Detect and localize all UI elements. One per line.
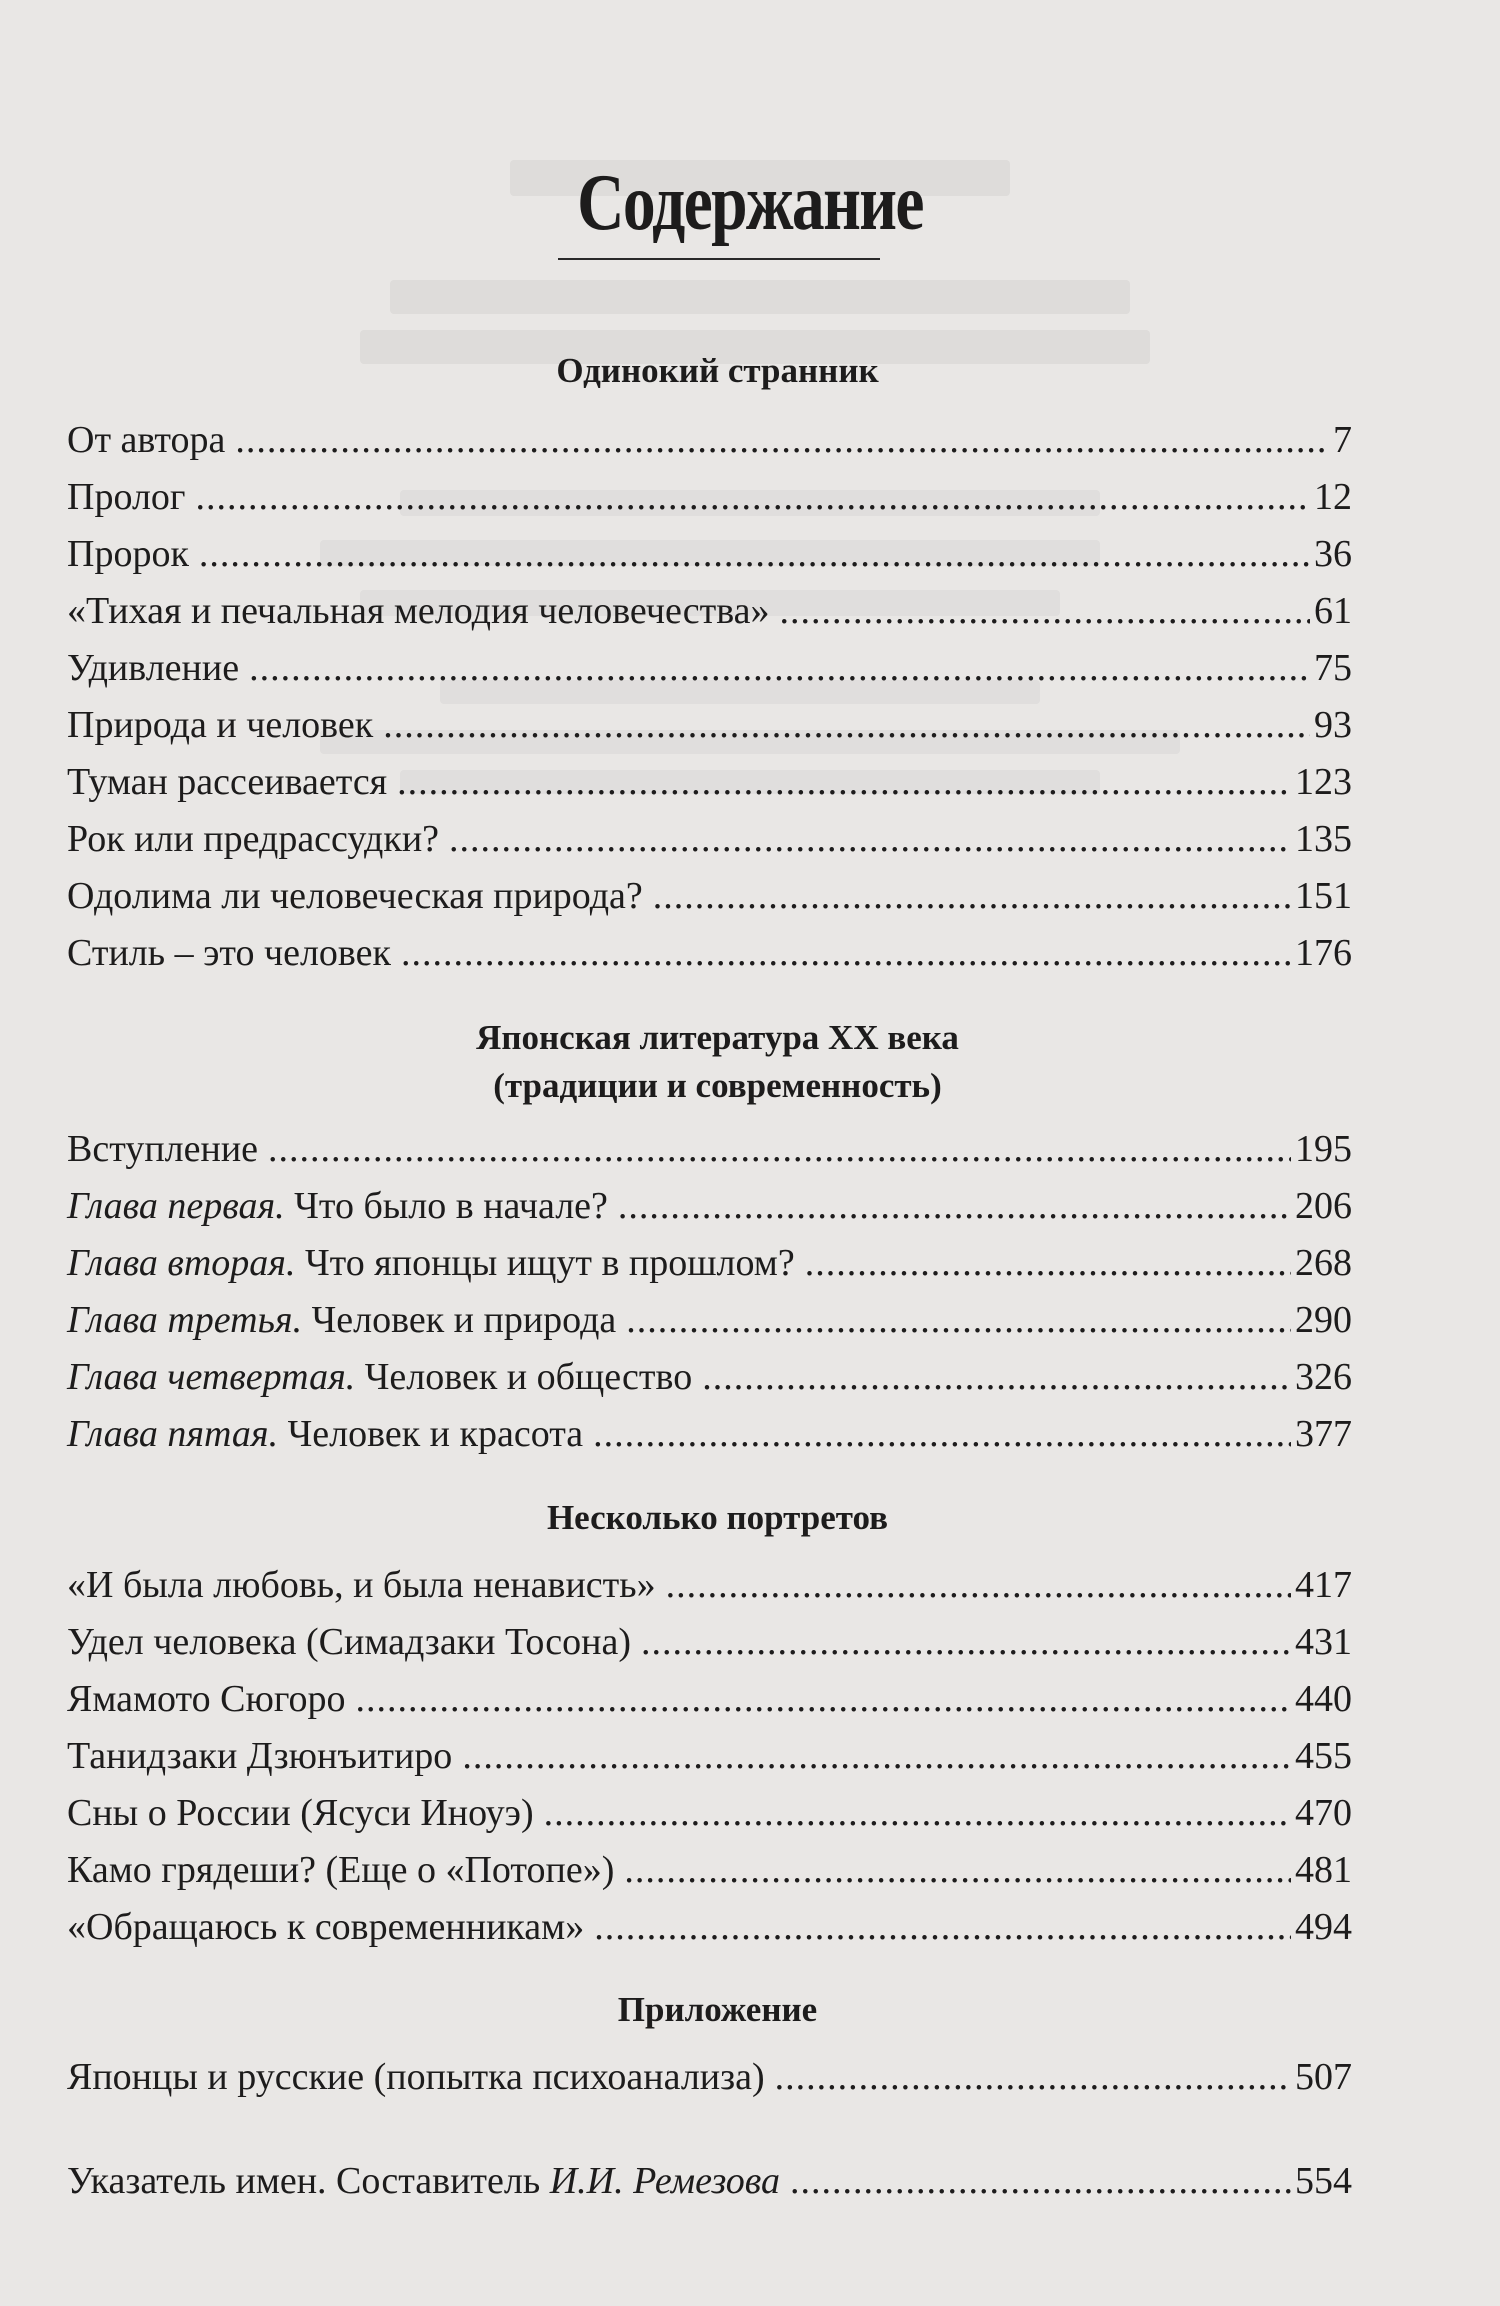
toc-entry-index	[67, 2156, 1352, 2206]
toc-entry-page: 123	[1295, 761, 1352, 803]
toc-entry-page: 206	[1295, 1185, 1352, 1227]
toc-entry-title: Пролог	[67, 476, 186, 518]
toc-entry-title: Удивление	[67, 647, 240, 689]
toc-entry-title: Глава вторая. Что японцы ищут в прошлом?	[67, 1242, 795, 1284]
section-heading: Одинокий странник	[556, 351, 879, 390]
toc-entry-page: 554	[1295, 2160, 1352, 2202]
toc-entry	[67, 415, 1352, 465]
toc-entry-page: 61	[1314, 590, 1352, 632]
toc-entry-title: Рок или предрассудки?	[67, 818, 440, 860]
toc-entry-chapter: Глава пятая.	[67, 1413, 279, 1455]
toc-entry	[67, 1788, 1352, 1838]
toc-entry	[67, 643, 1352, 693]
toc-entry-page: 507	[1295, 2056, 1352, 2098]
toc-entry-page: 36	[1314, 533, 1352, 575]
toc-entry-page: 151	[1295, 875, 1352, 917]
toc-entry-title: Удел человека (Симадзаки Тосона)	[67, 1621, 632, 1663]
toc-entry-page: 417	[1295, 1564, 1352, 1606]
toc-entry-page: 377	[1295, 1413, 1352, 1455]
toc-entry	[67, 1560, 1352, 1610]
toc-entry-page: 268	[1295, 1242, 1352, 1284]
toc-entry	[67, 1845, 1352, 1895]
section-heading: Приложение	[617, 1990, 818, 2029]
toc-entry-chapter: Глава вторая.	[67, 1242, 296, 1284]
toc-entry	[67, 871, 1352, 921]
toc-entry-title: Камо грядеши? (Еще о «Потопе»)	[67, 1849, 615, 1891]
toc-entry-page: 494	[1295, 1906, 1352, 1948]
toc-entry-title: Японцы и русские (попытка психоанализа)	[67, 2056, 765, 2098]
toc-entry-title: Стиль – это человек	[67, 932, 391, 974]
toc-entry-title: «Обращаюсь к современникам»	[67, 1906, 585, 1948]
toc-entry-title: Пророк	[67, 533, 189, 575]
toc-entry-title: Природа и человек	[67, 704, 374, 746]
toc-entry-title: Глава третья. Человек и природа	[67, 1299, 617, 1341]
toc-entry-page: 440	[1295, 1678, 1352, 1720]
title-underline	[558, 258, 880, 260]
toc-entry	[67, 814, 1352, 864]
toc-entry-chapter: Глава первая.	[67, 1185, 285, 1227]
toc-entry-compiler: И.И. Ремезова	[549, 2160, 781, 2202]
toc-entry-page: 93	[1314, 704, 1352, 746]
toc-entry	[67, 1124, 1352, 1174]
toc-entry-title: «И была любовь, и была ненависть»	[67, 1564, 656, 1606]
toc-entry	[67, 757, 1352, 807]
toc-entry-page: 12	[1314, 476, 1352, 518]
toc-entry-chapter: Глава третья.	[67, 1299, 303, 1341]
toc-entry	[67, 1238, 1352, 1288]
toc-entry	[67, 1352, 1352, 1402]
toc-entry-title: Туман рассеивается	[67, 761, 388, 803]
toc-entry-page: 290	[1295, 1299, 1352, 1341]
toc-entry	[67, 1674, 1352, 1724]
toc-entry-title: Одолима ли человеческая природа?	[67, 875, 643, 917]
toc-entry-title: Указатель имен. Составитель И.И. Ремезова	[67, 2160, 781, 2202]
toc-entry	[67, 1731, 1352, 1781]
page-title: Содержание	[577, 159, 923, 247]
toc-entry	[67, 2052, 1352, 2102]
toc-entry-page: 75	[1314, 647, 1352, 689]
toc-entry-page: 176	[1295, 932, 1352, 974]
toc-entry	[67, 1617, 1352, 1667]
toc-entry-page: 455	[1295, 1735, 1352, 1777]
toc-entry	[67, 1295, 1352, 1345]
toc-entry-title: От автора	[67, 419, 226, 461]
toc-entry-title: Сны о России (Ясуси Иноуэ)	[67, 1792, 534, 1834]
toc-entry-page: 481	[1295, 1849, 1352, 1891]
toc-entry	[67, 1409, 1352, 1459]
toc-entry	[67, 700, 1352, 750]
toc-entry-chapter: Глава четвертая.	[67, 1356, 356, 1398]
toc-entry-page: 7	[1333, 419, 1352, 461]
section-subheading: (традиции и современность)	[493, 1066, 942, 1105]
toc-entry	[67, 1902, 1352, 1952]
toc-entry-page: 135	[1295, 818, 1352, 860]
toc-entry	[67, 529, 1352, 579]
toc-entry-title: Ямамото Сюгоро	[67, 1678, 346, 1720]
toc-entry-title: Глава первая. Что было в начале?	[67, 1185, 608, 1227]
toc-entry-title: Глава четвертая. Человек и общество	[67, 1356, 693, 1398]
toc-entry	[67, 928, 1352, 978]
section-heading: Несколько портретов	[546, 1498, 889, 1537]
toc-entry	[67, 586, 1352, 636]
toc-entry-page: 470	[1295, 1792, 1352, 1834]
toc-entry-title: Танидзаки Дзюнъитиро	[67, 1735, 453, 1777]
toc-entry-page: 326	[1295, 1356, 1352, 1398]
toc-entry	[67, 1181, 1352, 1231]
toc-entry-page: 195	[1295, 1128, 1352, 1170]
toc-entry-title: Вступление	[67, 1128, 259, 1170]
toc-entry-title: Глава пятая. Человек и красота	[67, 1413, 584, 1455]
section-heading: Японская литература XX века	[476, 1018, 959, 1057]
toc-entry-title: «Тихая и печальная мелодия человечества»	[67, 590, 770, 632]
toc-entry	[67, 472, 1352, 522]
toc-entry-page: 431	[1295, 1621, 1352, 1663]
